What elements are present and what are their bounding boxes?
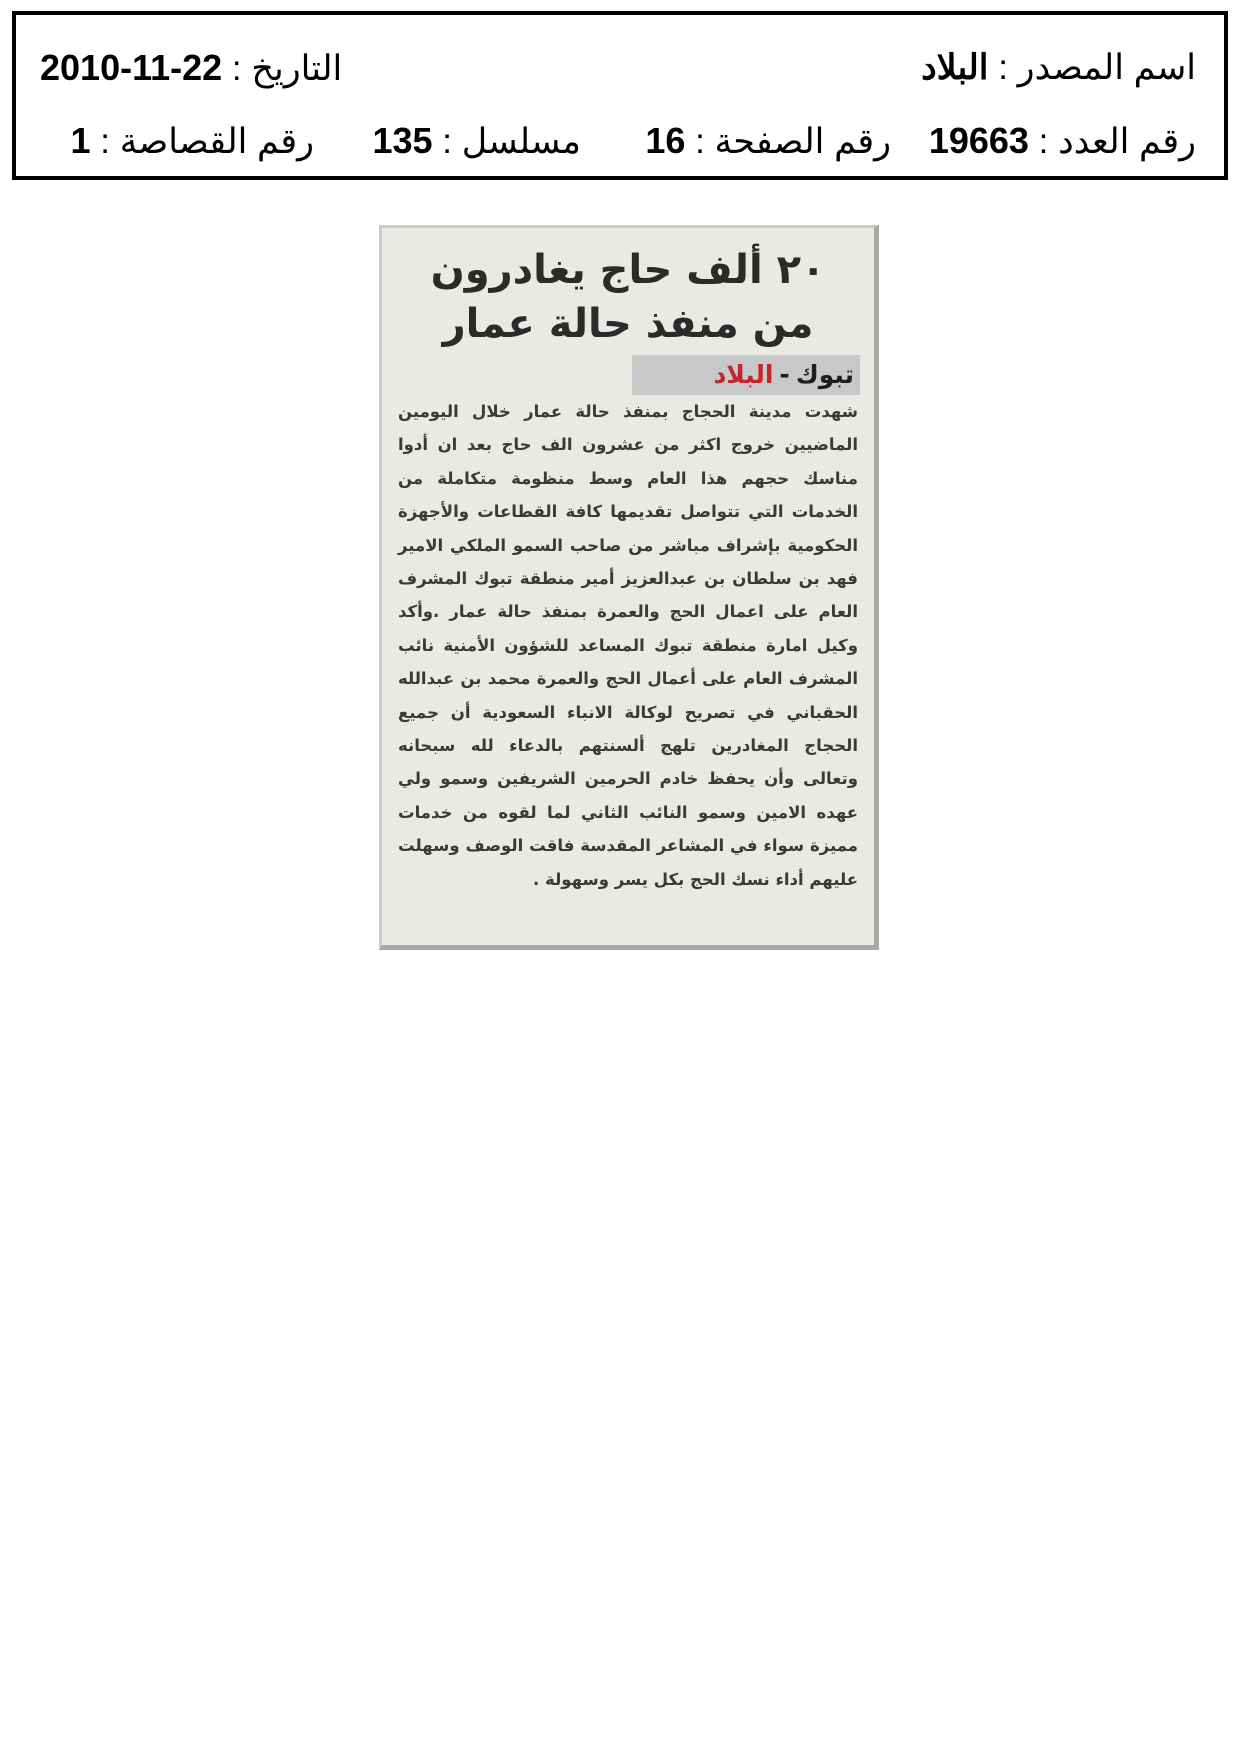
- byline-paper: البلاد: [713, 360, 774, 389]
- serial-field: [372, 121, 581, 162]
- issue-value: 19663: [928, 120, 1029, 161]
- date-field: [40, 48, 342, 89]
- headline-line-1: ٢٠ ألف حاج يغادرون: [430, 247, 826, 293]
- source-label: اسم المصدر :: [998, 48, 1196, 87]
- clip-number-label: رقم القصاصة :: [100, 122, 314, 161]
- page-value: 16: [645, 120, 686, 161]
- page-label: رقم الصفحة :: [695, 122, 891, 161]
- byline: [632, 355, 860, 395]
- newspaper-clipping: [379, 225, 879, 950]
- serial-label: مسلسل :: [442, 122, 581, 161]
- issue-field: [929, 121, 1196, 162]
- source-value: البلاد: [921, 48, 989, 87]
- clip-number-value: 1: [70, 120, 91, 161]
- serial-value: 135: [372, 120, 433, 161]
- page-field: [645, 121, 891, 162]
- byline-city: تبوك: [795, 360, 854, 389]
- article-body: شهدت مدينة الحجاج بمنفذ حالة عمار خلال اليومين الماضيين خروج اكثر من عشرون الف حاج بعد ان أدوا مناسك حجهم هذا العام وسط منظومة متكاملة من الخدمات التي تتواصل تقديمها كافة القطاعات والأجهزة الحكومية بإشراف مباشر من صاحب السمو الملكي الامير فهد بن سلطان بن عبدالعزيز أمير منطقة تبوك المشرف العام على اعمال الحج والعمرة بمنفذ حالة عمار .وأكد وكيل امارة منطقة تبوك المساعد للشؤون الأمنية نائب المشرف العام على أعمال الحج والعمرة محمد بن عبدالله الحقباني في تصريح لوكالة الانباء السعودية أن جميع الحجاج المغادرين تلهج ألسنتهم بالدعاء لله سبحانه وتعالى وأن يحفظ خادم الحرمين الشريفين وسمو ولي عهده الامين وسمو النائب الثاني لما لقوه من خدمات مميزة سواء في المشاعر المقدسة فاقت الوصف وسهلت عليهم أداء نسك الحج بكل يسر وسهولة .: [398, 402, 858, 889]
- issue-label: رقم العدد :: [1038, 122, 1196, 161]
- headline-line-2: من منفذ حالة عمار: [442, 301, 814, 347]
- clipping-info-header: [12, 11, 1228, 180]
- clip-number-field: [71, 121, 314, 162]
- byline-separator: -: [779, 360, 790, 389]
- date-label: التاريخ :: [231, 49, 343, 88]
- source-field: [921, 48, 1196, 88]
- date-value: 2010-11-22: [40, 47, 223, 88]
